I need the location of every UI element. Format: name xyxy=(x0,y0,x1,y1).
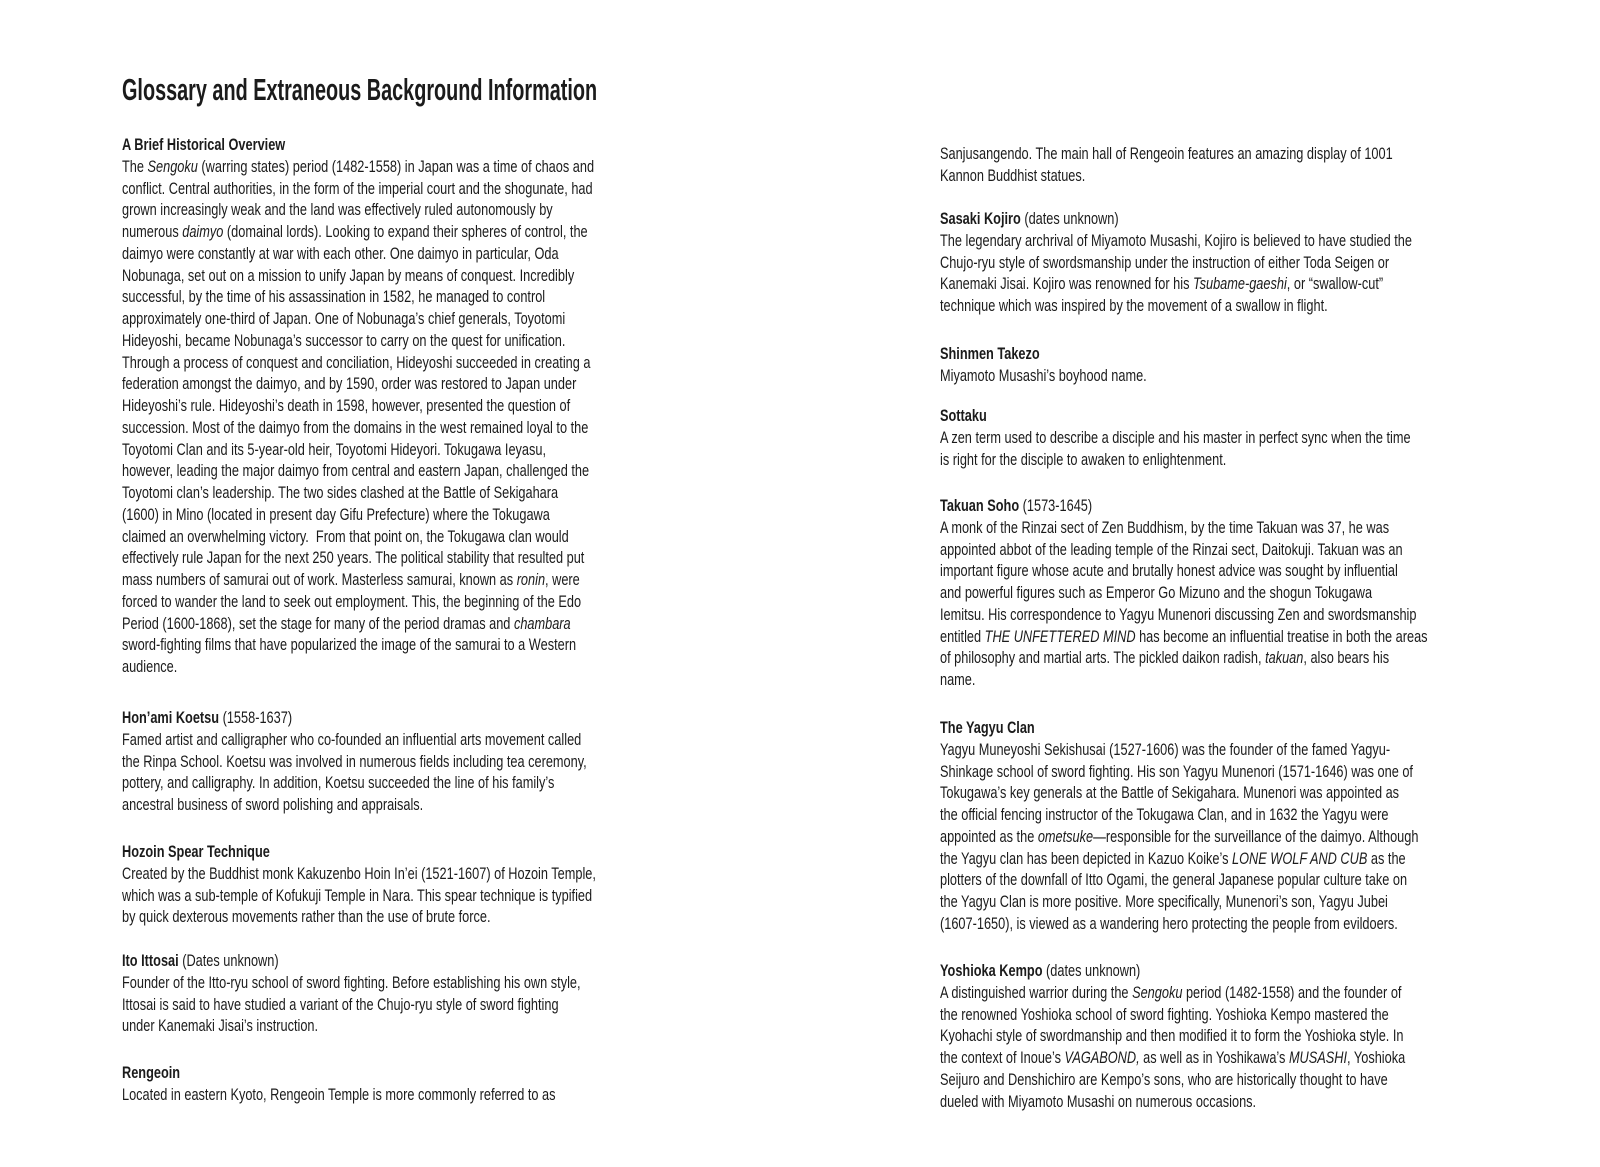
text-line: The Sengoku (warring states) period (1482-1558) in Japan was a time of chaos and xyxy=(122,156,595,176)
text-line: conflict. Central authorities, in the form of the imperial court and the shogunate, had xyxy=(122,178,593,198)
glossary-section-sottaku xyxy=(940,405,1500,470)
text-line: numerous daimyo (domainal lords). Looking to expand their spheres of control, the xyxy=(122,222,588,241)
glossary-section-a-brief-historical-overview xyxy=(122,134,682,678)
text-line: grown increasingly weak and the land was effectively ruled autonomously by xyxy=(122,200,553,220)
text-line: forced to wander the land to seek out employment. This, the beginning of the Edo xyxy=(122,591,582,611)
text-line: by quick dexterous movements rather than the use of brute force. xyxy=(122,907,491,927)
section-heading: Hozoin Spear Technique xyxy=(122,842,270,861)
text-line: Located in eastern Kyoto, Rengeoin Temple is more commonly referred to as xyxy=(122,1084,556,1104)
text-line: Nobunaga, set out on a mission to unify Japan by means of conquest. Incredibly xyxy=(122,265,575,285)
text-line: of philosophy and martial arts. The pickled daikon radish, takuan, also bears his xyxy=(940,648,1390,668)
glossary-section-rengeoin-continued xyxy=(940,143,1500,187)
text-line: the official fencing instructor of the Tokugawa Clan, and in 1632 the Yagyu were xyxy=(940,805,1389,824)
text-line: plotters of the downfall of Itto Ogami, the general Japanese popular culture take on xyxy=(940,870,1408,890)
text-line: A monk of the Rinzai sect of Zen Buddhism, by the time Takuan was 37, he was xyxy=(940,517,1390,537)
text-line: Miyamoto Musashi’s boyhood name. xyxy=(940,365,1147,385)
text-line: Iemitsu. His correspondence to Yagyu Munenori discussing Zen and swordsmanship xyxy=(940,604,1417,624)
text-line: the Yagyu clan has been depicted in Kazuo Koike’s LONE WOLF AND CUB as the xyxy=(940,848,1406,868)
text-line: name. xyxy=(940,670,976,689)
text-line: mass numbers of samurai out of work. Masterless samurai, known as ronin, were xyxy=(122,570,580,589)
glossary-section-shinmen-takezo xyxy=(940,343,1500,387)
text-line: Hideyoshi’s rule. Hideyoshi’s death in 1598, however, presented the question of xyxy=(122,396,571,415)
text-line: Kannon Buddhist statues. xyxy=(940,165,1086,185)
text-line: succession. Most of the daimyo from the domains in the west remained loyal to the xyxy=(122,417,589,437)
section-heading: Sasaki Kojiro (dates unknown) xyxy=(940,209,1119,228)
text-line: Toyotomi Clan and its 5-year-old heir, Toyotomi Hideyori. Tokugawa Ieyasu, xyxy=(122,439,547,459)
glossary-section-honami-koetsu xyxy=(122,707,682,816)
text-line: and powerful figures such as Emperor Go Mizuno and the shogun Tokugawa xyxy=(940,583,1373,602)
text-line: the renowned Yoshioka school of sword fighting. Yoshioka Kempo mastered the xyxy=(940,1004,1389,1024)
text-line: Kanemaki Jisai. Kojiro was renowned for his Tsubame-gaeshi, or “swallow-cut” xyxy=(940,274,1384,294)
text-line: important figure whose acute and brutally honest advice was sought by influential xyxy=(940,561,1398,581)
text-line: Kyohachi style of swordmanship and then modified it to form the Yoshioka style. In xyxy=(940,1026,1404,1046)
glossary-section-sasaki-kojiro xyxy=(940,208,1500,317)
glossary-section-rengeoin xyxy=(122,1062,682,1106)
section-heading: Ito Ittosai (Dates unknown) xyxy=(122,951,279,970)
text-line: Hideyoshi, became Nobunaga’s successor to carry on the quest for unification. xyxy=(122,330,566,350)
text-line: ancestral business of sword polishing and appraisals. xyxy=(122,795,424,814)
text-line: appointed abbot of the leading temple of the Rinzai sect, Daitokuji. Takuan was an xyxy=(940,539,1403,559)
text-line: A distinguished warrior during the Sengoku period (1482-1558) and the founder of xyxy=(940,982,1402,1002)
section-heading: Rengeoin xyxy=(122,1063,181,1082)
section-heading: Takuan Soho (1573-1645) xyxy=(940,496,1093,515)
text-line: daimyo were constantly at war with each other. One daimyo in particular, Oda xyxy=(122,243,559,263)
right-column xyxy=(940,0,1500,1167)
left-column xyxy=(122,0,682,1167)
section-heading: Hon’ami Koetsu (1558-1637) xyxy=(122,708,293,727)
section-heading: Sottaku xyxy=(940,406,987,425)
text-line: dueled with Miyamoto Musashi on numerous occasions. xyxy=(940,1091,1257,1111)
text-line: which was a sub-temple of Kofukuji Temple in Nara. This spear technique is typified xyxy=(122,885,593,905)
glossary-section-takuan-soho xyxy=(940,495,1500,691)
text-line: A zen term used to describe a disciple and his master in perfect sync when the time xyxy=(940,427,1411,447)
text-line: Toyotomi clan’s leadership. The two sides clashed at the Battle of Sekigahara xyxy=(122,483,559,502)
text-line: pottery, and calligraphy. In addition, Koetsu succeeded the line of his family’s xyxy=(122,773,555,793)
text-line: Created by the Buddhist monk Kakuzenbo Hoin In’ei (1521-1607) of Hozoin Temple, xyxy=(122,863,596,883)
text-line: Tokugawa’s key generals at the Battle of Sekigahara. Munenori was appointed as xyxy=(940,783,1400,803)
text-line: Through a process of conquest and conciliation, Hideyoshi succeeded in creating a xyxy=(122,352,591,372)
section-heading: Shinmen Takezo xyxy=(940,344,1040,363)
text-line: Shinkage school of sword fighting. His son Yagyu Munenori (1571-1646) was one of xyxy=(940,761,1413,781)
text-line: effectively rule Japan for the next 250 years. The political stability that resulted put xyxy=(122,548,585,568)
text-line: Seijuro and Denshichiro are Kempo’s sons, who are historically thought to have xyxy=(940,1069,1388,1089)
section-heading: A Brief Historical Overview xyxy=(122,135,286,154)
text-line: is right for the disciple to awaken to enlightenment. xyxy=(940,449,1227,469)
text-line: however, leading the major daimyo from central and eastern Japan, challenged the xyxy=(122,461,590,481)
text-line: appointed as the ometsuke—responsible for the surveillance of the daimyo. Although xyxy=(940,826,1419,846)
text-line: federation amongst the daimyo, and by 1590, order was restored to Japan under xyxy=(122,374,577,394)
text-line: technique which was inspired by the movement of a swallow in flight. xyxy=(940,296,1328,315)
glossary-section-hozoin-spear-technique xyxy=(122,841,682,928)
text-line: the Yagyu Clan is more positive. More specifically, Munenori’s son, Yagyu Jubei xyxy=(940,892,1388,911)
glossary-section-the-yagyu-clan xyxy=(940,717,1500,935)
section-heading: Yoshioka Kempo (dates unknown) xyxy=(940,961,1141,980)
text-line: claimed an overwhelming victory. From that point on, the Tokugawa clan would xyxy=(122,526,569,546)
text-line: entitled THE UNFETTERED MIND has become an influential treatise in both the areas xyxy=(940,626,1428,646)
text-line: Ittosai is said to have studied a variant of the Chujo-ryu style of sword fighting xyxy=(122,994,559,1014)
text-line: Chujo-ryu style of swordsmanship under the instruction of either Toda Seigen or xyxy=(940,252,1390,272)
text-line: under Kanemaki Jisai’s instruction. xyxy=(122,1016,319,1036)
glossary-section-ito-ittosai xyxy=(122,950,682,1037)
text-line: Sanjusangendo. The main hall of Rengeoin features an amazing display of 1001 xyxy=(940,144,1393,163)
glossary-section-yoshioka-kempo xyxy=(940,960,1500,1112)
section-heading: The Yagyu Clan xyxy=(940,718,1035,737)
text-line: the context of Inoue’s VAGABOND, as well as in Yoshikawa’s MUSASHI, Yoshioka xyxy=(940,1048,1406,1067)
text-line: The legendary archrival of Miyamoto Musashi, Kojiro is believed to have studied the xyxy=(940,230,1412,250)
text-line: sword-fighting films that have popularized the image of the samurai to a Western xyxy=(122,635,577,655)
text-line: (1607-1650), is viewed as a wandering hero protecting the people from evildoers. xyxy=(940,913,1398,933)
text-line: approximately one-third of Japan. One of Nobunaga’s chief generals, Toyotomi xyxy=(122,309,566,328)
text-line: (1600) in Mino (located in present day Gifu Prefecture) where the Tokugawa xyxy=(122,504,550,524)
text-line: Founder of the Itto-ryu school of sword fighting. Before establishing his own style, xyxy=(122,972,581,992)
page-title: Glossary and Extraneous Background Information xyxy=(122,72,598,107)
text-line: Famed artist and calligrapher who co-founded an influential arts movement called xyxy=(122,729,582,749)
text-line: the Rinpa School. Koetsu was involved in numerous fields including tea ceremony, xyxy=(122,751,587,771)
text-line: audience. xyxy=(122,657,178,676)
text-line: successful, by the time of his assassination in 1582, he managed to control xyxy=(122,287,546,307)
text-line: Yagyu Muneyoshi Sekishusai (1527-1606) was the founder of the famed Yagyu- xyxy=(940,739,1391,759)
text-line: Period (1600-1868), set the stage for many of the period dramas and chambara xyxy=(122,613,571,633)
